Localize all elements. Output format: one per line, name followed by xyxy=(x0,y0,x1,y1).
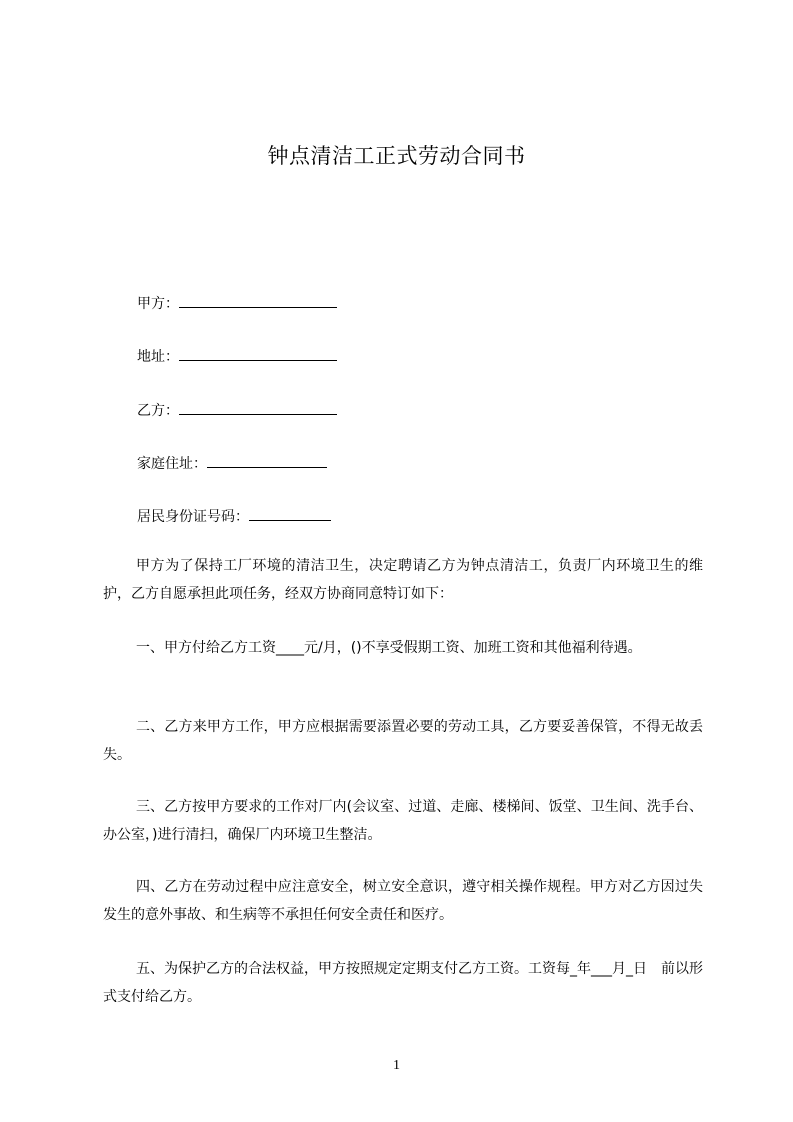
party-b-field xyxy=(137,399,337,421)
party-a-blank xyxy=(179,292,337,308)
home-address-blank xyxy=(207,452,327,468)
party-b-label: 乙方： xyxy=(137,403,179,419)
address-field xyxy=(137,345,337,367)
party-a-field xyxy=(137,292,337,314)
page-number: 1 xyxy=(393,1058,400,1073)
clause-1-paragraph: 一、甲方付给乙方工资____元/月，()不享受假期工资、加班工资和其他福利待遇。 xyxy=(136,640,642,656)
clause-2-paragraph: 二、乙方来甲方工作，甲方应根据需要添置必要的劳动工具，乙方要妥善保管，不得无故丢失。 xyxy=(103,719,703,763)
document-title: 钟点清洁工正式劳动合同书 xyxy=(267,144,526,168)
id-number-label: 居民身份证号码： xyxy=(137,509,249,525)
intro-paragraph: 甲方为了保持工厂环境的清洁卫生，决定聘请乙方为钟点清洁工，负责厂内环境卫生的维护，乙方自愿承担此项任务，经双方协商同意特订如下： xyxy=(103,558,703,602)
clause-3-paragraph: 三、乙方按甲方要求的工作对厂内(会议室、过道、走廊、楼梯间、饭堂、卫生间、洗手台、办公室，)进行清扫，确保厂内环境卫生整洁。 xyxy=(103,799,703,843)
home-address-field xyxy=(137,452,327,474)
party-a-label: 甲方： xyxy=(137,296,179,312)
id-number-field xyxy=(137,505,331,527)
party-b-blank xyxy=(179,399,337,415)
id-number-blank xyxy=(249,505,331,521)
home-address-label: 家庭住址： xyxy=(137,456,207,472)
address-label: 地址： xyxy=(137,349,179,365)
address-blank xyxy=(179,345,337,361)
clause-5-paragraph: 五、为保护乙方的合法权益，甲方按照规定定期支付乙方工资。工资每_年___月_日 前以形式支付给乙方。 xyxy=(103,961,703,1005)
clause-4-paragraph: 四、乙方在劳动过程中应注意安全，树立安全意识，遵守相关操作规程。甲方对乙方因过失发生的意外事故、和生病等不承担任何安全责任和医疗。 xyxy=(103,879,703,923)
